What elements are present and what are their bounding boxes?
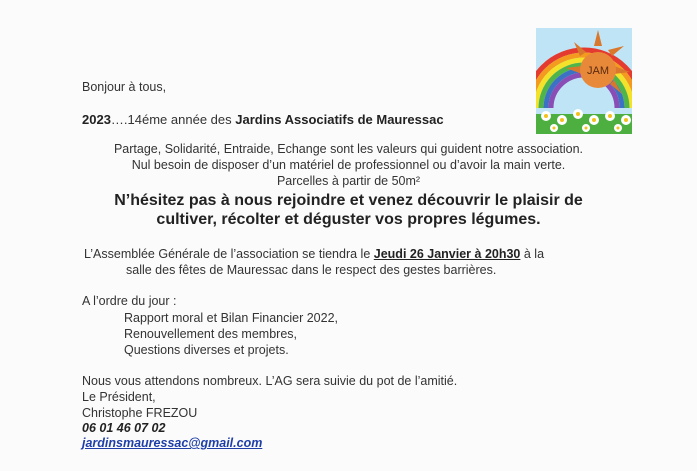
jam-logo [536,28,632,134]
agenda-item: Questions diverses et projets. [124,343,289,357]
headline [82,112,444,127]
assembly-date: Jeudi 26 Janvier à 20h30 [373,247,521,261]
greeting: Bonjour à tous, [82,80,167,94]
year: 2023 [82,112,111,127]
no-need-line: Nul besoin de disposer d’un matériel de professionnel ou d’avoir la main verte. [131,158,566,172]
agenda-title: A l’ordre du jour : [82,294,177,308]
signer-name: Christophe FREZOU [82,406,198,420]
assembly-line-2: salle des fêtes de Mauressac dans le respect des gestes barrières. [126,263,497,277]
edition-text: ….14éme année des [110,112,236,127]
values-line: Partage, Solidarité, Entraide, Echange sont les valeurs qui guident notre association. [113,142,584,156]
invite-line-2: cultiver, récolter et déguster vos propres légumes. [156,211,541,228]
phone-number: 06 01 46 07 02 [82,421,166,435]
association-name: Jardins Associatifs de Mauressac [235,112,444,127]
signer-role: Le Président, [82,390,156,404]
assembly-suffix: à la [520,247,545,261]
invite-line-1: N’hésitez pas à nous rejoindre et venez découvrir le plaisir de [114,192,583,209]
email-link[interactable]: jardinsmauressac@gmail.com [82,436,263,450]
agenda-item: Renouvellement des membres, [124,327,297,341]
agenda-item: Rapport moral et Bilan Financier 2022, [124,311,339,325]
assembly-prefix: L’Assemblée Générale de l’association se tiendra le [84,247,374,261]
closing-line: Nous vous attendons nombreux. L’AG sera suivie du pot de l’amitié. [82,374,458,388]
logo-text: JAM [587,65,609,77]
plots-line: Parcelles à partir de 50m² [276,174,421,188]
assembly-line-1 [84,247,544,262]
